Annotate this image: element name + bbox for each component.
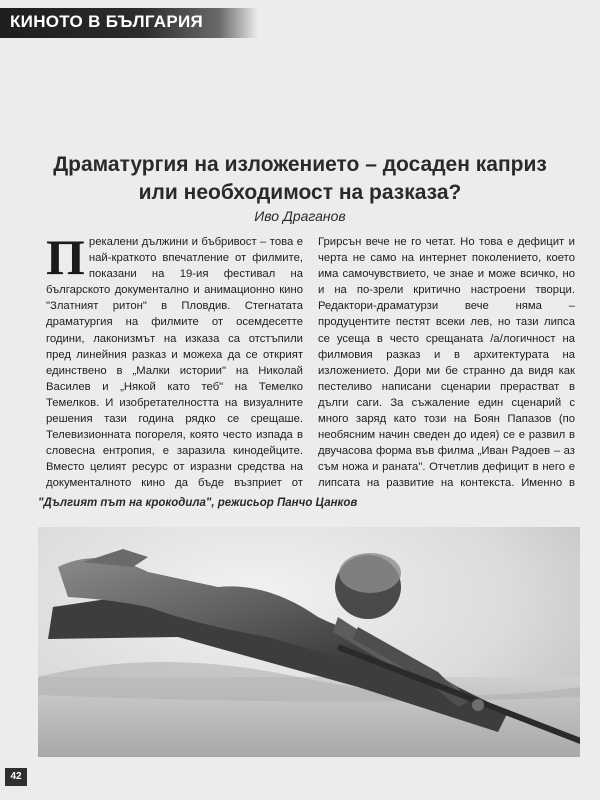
article-author: Иво Драганов xyxy=(254,208,346,224)
column-left-text: рекалени дължини и бъбривост – това е най-краткото впечатление от филмите, показани на 19-ия фестивал на българското документално и анимационно кино "Златният ритон" в Пловдив. Стегнатата драматургия на филмите от осемдесетте години, лаконизмът на изказа са отстъпили пред линейния разказ и можеха да се открият единствено в „Малки истории" на Николай Василев и „Някой като теб" на Темелко Темелков. И изобретателността на визуалните решения тази година рядко се срещаше. Телевизионната погореля, която често изпада в словесна ентропия, е заразила кинодейците. Вместо целият ресурс от изразни средства на документалното кино да бъде възприет от xyxy=(46,236,303,490)
section-banner xyxy=(0,8,258,38)
section-label: КИНОТО В БЪЛГАРИЯ xyxy=(10,12,204,31)
article-title-line2: или необходимост на разказа? xyxy=(138,181,462,204)
article-title-line1: Драматургия на изложението – досаден каприз xyxy=(53,153,547,176)
film-still-illustration xyxy=(38,527,580,757)
boy-hair xyxy=(339,553,401,593)
article-column-left xyxy=(46,234,303,490)
page-number: 42 xyxy=(5,768,27,786)
drop-cap: П xyxy=(46,234,85,285)
article-title xyxy=(0,151,600,207)
boy-hand xyxy=(472,699,484,711)
film-still-photo xyxy=(38,527,580,757)
photo-caption: "Дългият път на крокодила", режисьор Панчо Цанков xyxy=(38,497,358,509)
column-right-text: Грирсън вече не го четат. Но това е дефицит и черта не само на интернет поколението, което има самочувствието, че знае и може всичко, но и на по-зрели критично настроени творци. Редактори-драматурзи вече няма – продуцентите пестят всеки лев, но тази липса се усеща в често срещаната /а/логичност на филмовия разказ и в архитектурата на изложението. Дори ми бе странно да видя как пестеливо написани сценарии прерастват в дълги саги. За съжаление един сценарий с много заряд като този на Боян Папазов (по необясним начин сведен до идея) се е развил в двучасова форма във филма „Иван Радоев – аз съм ножа и раната". Отчетлив дефицит в него е липсата на развитие на контекста. Именно в xyxy=(318,236,575,490)
article-column-right xyxy=(318,234,575,490)
